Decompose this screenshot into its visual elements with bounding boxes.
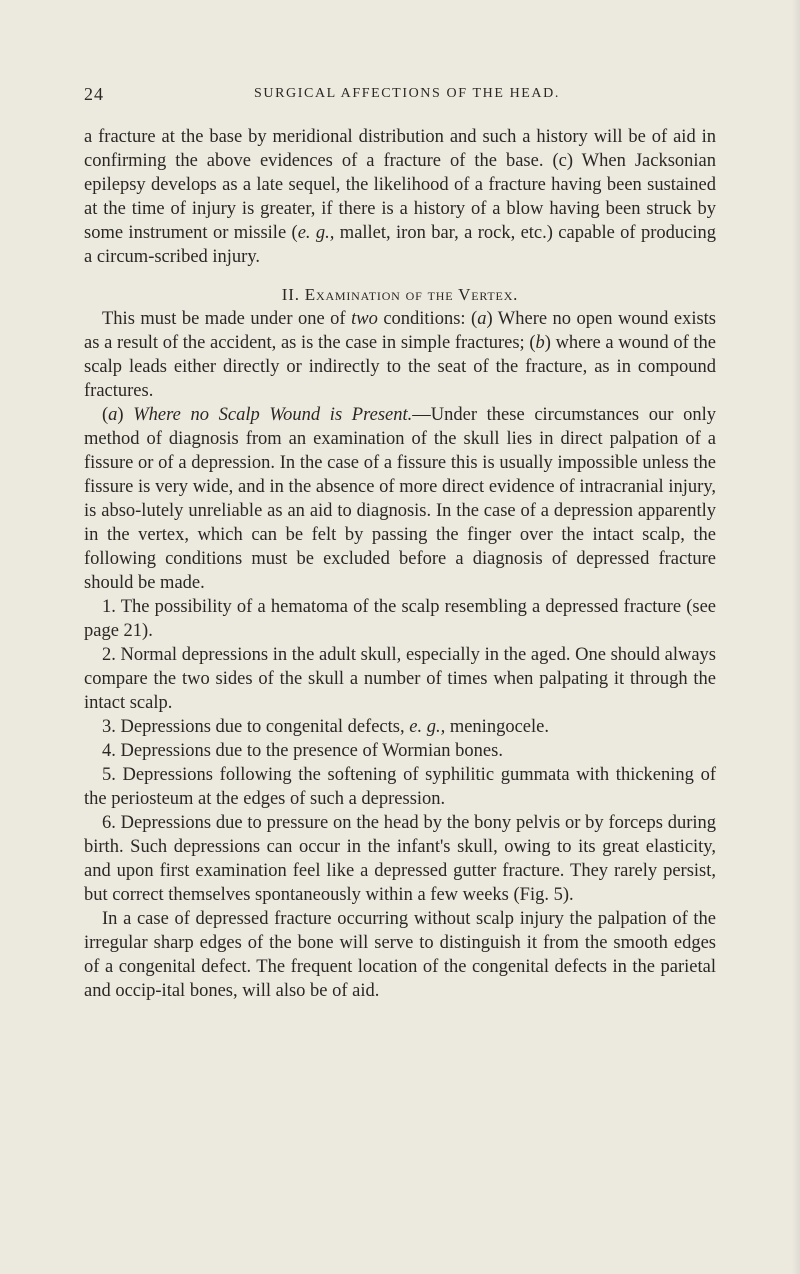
list-item-4: 4. Depressions due to the presence of Wormian bones.	[102, 741, 503, 761]
paragraph-continuation: a fracture at the base by meridional distribution and such a history will be of aid in confirming the above evidences of a fracture of the base. (c) When Jacksonian epilepsy develops as a late sequel, the likelihood of a fracture having been sustained at the time of injury is greater, if there is a history of a blow having been struck by some instrument or missile (e. g., mallet, iron bar, a rock, etc.) capable of producing a circum-scribed injury.	[84, 127, 716, 267]
list-item-1: 1. The possibility of a hematoma of the scalp resembling a depressed fracture (see page 21).	[84, 597, 716, 641]
body-text	[84, 125, 716, 1003]
page-edge-shadow	[792, 0, 800, 1274]
list-item-5: 5. Depressions following the softening of syphilitic gummata with thickening of the periosteum at the edges of such a depression.	[84, 765, 716, 809]
running-title: SURGICAL AFFECTIONS OF THE HEAD.	[254, 86, 560, 101]
list-item-3: 3. Depressions due to congenital defects, e. g., meningocele.	[102, 717, 549, 737]
paragraph-c: (c) When Jacksonian epilepsy develops as a late sequel, the likelihood of a fracture having been sustained at the time of injury is greater, if there is a history of a blow having been struck by some instrument or missile (e. g., mallet, iron bar, a rock, etc.) capable of producing a circum-scribed injury.	[84, 151, 716, 267]
subsection-title: Where no Scalp Wound is Present.	[133, 405, 413, 425]
list-item-2: 2. Normal depressions in the adult skull, especially in the aged. One should always compare the two sides of the skull a number of times when palpating it through the intact scalp.	[84, 645, 716, 713]
running-head	[84, 84, 724, 108]
paragraph-closing: In a case of depressed fracture occurring without scalp injury the palpation of the irregular sharp edges of the bone will serve to distinguish it from the smooth edges of a congenital defect. The frequent location of the congenital defects in the parietal and occip-ital bones, will also be of aid.	[84, 909, 716, 1001]
list-item-6: 6. Depressions due to pressure on the head by the bony pelvis or by forceps during birth. Such depressions can occur in the infant's skull, owing to its great elasticity, and upon first examination feel like a depressed gutter fracture. They rarely persist, but correct themselves spontaneously within a few weeks (Fig. 5).	[84, 813, 716, 905]
paragraph-no-scalp-wound: (a) Where no Scalp Wound is Present.—Under these circumstances our only method of diagnosis from an examination of the skull lies in direct palpation of a fissure or of a depression. In the case of a fissure this is usually impossible unless the fissure is very wide, and in the absence of more direct evidence of intracranial injury, is abso-lutely unreliable as an aid to diagnosis. In the case of a depression apparently in the vertex, which can be felt by passing the finger over the intact scalp, the following conditions must be excluded before a diagnosis of depressed fracture should be made.	[84, 405, 716, 593]
section-heading: II. Examination of the Vertex.	[281, 285, 519, 304]
page-number: 24	[84, 84, 104, 104]
paragraph-conditions: This must be made under one of two conditions: (a) Where no open wound exists as a result of the accident, as is the case in simple fractures; (b) where a wound of the scalp leads either directly or indirectly to the seat of the fracture, as in compound fractures.	[84, 309, 716, 401]
